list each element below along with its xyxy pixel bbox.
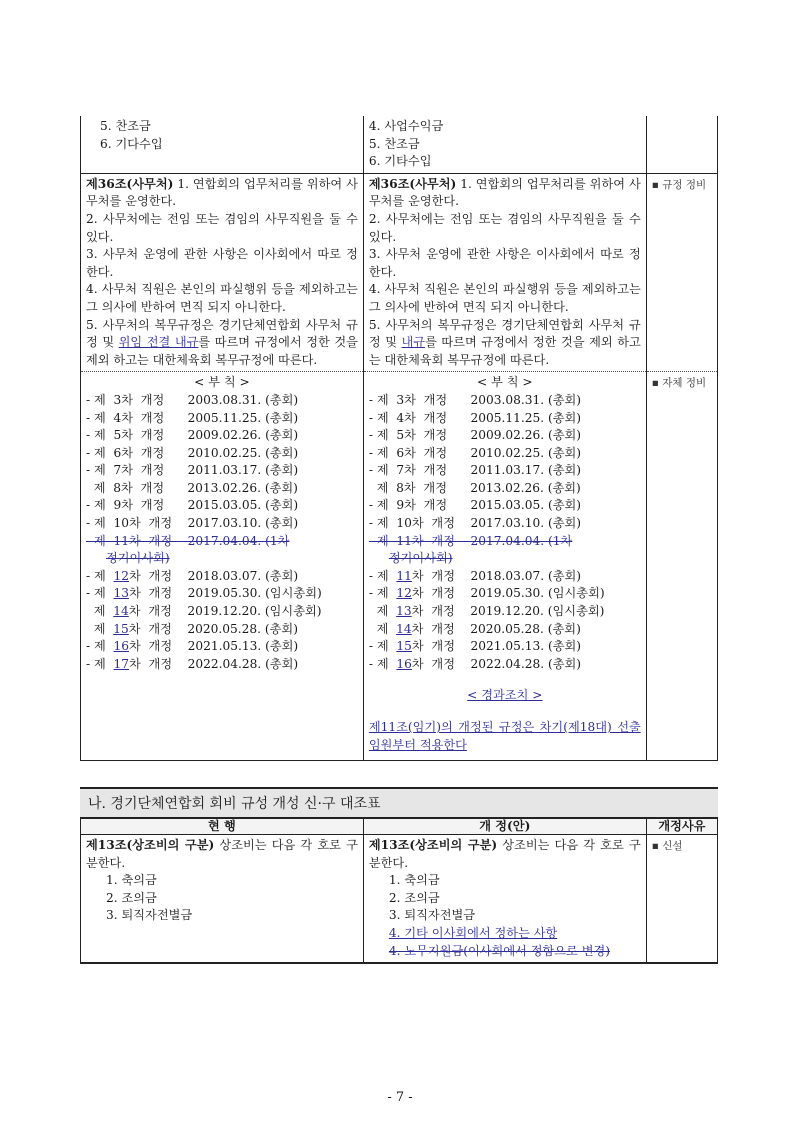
article-item: 5. 사무처의 복무규정은 경기단체연합회 사무처 규정 및 위임 전결 내규를 따르며 규정에서 정한 것을 제외 하고는 대한체육회 복무규정에 따른다. <box>86 317 358 367</box>
history-entry: - 제 6차 개정 2010.02.25. (총회) <box>86 445 299 460</box>
proposed-cell <box>363 116 646 173</box>
revision-number: 16 <box>113 639 130 654</box>
new-item: 4. 기타 이사회에서 정하는 사항 <box>388 925 558 940</box>
supplementary-heading: < 부 칙 > <box>194 375 250 390</box>
revision-number: 12 <box>113 568 130 583</box>
header-reason: 개정사유 <box>646 818 717 835</box>
current-cell <box>81 116 364 173</box>
proposed-line: 4. 사업수익금 <box>368 119 444 133</box>
history-entry: 제 14차 개정 2019.12.20. (임시총회) <box>86 604 322 619</box>
article-item: 2. 조의금 <box>388 890 440 905</box>
proposed-cell <box>363 173 646 372</box>
current-cell <box>81 173 364 372</box>
revision-number: 15 <box>396 639 412 654</box>
history-entry: - 제 12차 개정 2019.05.30. (임시총회) <box>368 586 605 601</box>
history-list <box>86 568 358 674</box>
history-entry: - 제 4차 개정 2005.11.25. (총회) <box>368 410 582 425</box>
table-row <box>81 835 718 964</box>
revision-number: 15 <box>113 621 129 636</box>
proposed-line: 6. 기타수입 <box>368 154 432 169</box>
supplementary-heading: < 부 칙 > <box>477 375 533 390</box>
history-list <box>369 392 641 533</box>
current-cell <box>81 835 364 964</box>
history-entry: - 제 6차 개정 2010.02.25. (총회) <box>368 445 582 460</box>
header-proposed: 개 정(안) <box>363 818 646 835</box>
history-list <box>369 568 641 674</box>
article-13-current: 제13조(상조비의 구분) 상조비는 다음 각 호로 구분한다. <box>86 838 358 870</box>
table-row <box>81 173 718 372</box>
revision-number: 17 <box>113 656 130 671</box>
transition-heading: < 경과조치 > <box>467 688 543 703</box>
history-entry: - 제 12차 개정 2018.03.07. (총회) <box>86 568 299 583</box>
article-item: 3. 사무처 운영에 관한 사항은 이사회에서 따로 정한다. <box>86 247 358 279</box>
article-item: 2. 조의금 <box>106 890 157 905</box>
revision-number: 14 <box>113 604 129 619</box>
history-entry: - 제 7차 개정 2011.03.17. (총회) <box>86 463 299 478</box>
article-36-proposed: 제36조(사무처) 1. 연합회의 업무처리를 위하여 사무처를 운영한다. <box>368 176 641 209</box>
current-line: 5. 찬조금 <box>100 119 151 133</box>
history-entry: - 제 17차 개정 2022.04.28. (총회) <box>86 656 299 671</box>
history-entry-struck: 정기이사회) <box>106 551 170 566</box>
changed-text: 내규 <box>401 335 426 350</box>
comparison-table-articles <box>80 116 718 761</box>
changed-text: 위임 전결 내규 <box>118 335 199 350</box>
table-row <box>81 116 718 173</box>
article-item: 4. 사무처 직원은 본인의 파실행위 등을 제외하고는 그 의사에 반하여 면직 되지 아니한다. <box>86 282 358 314</box>
history-entry: - 제 10차 개정 2017.03.10. (총회) <box>368 516 582 531</box>
revision-number: 11 <box>396 568 412 583</box>
history-entry: - 제 9차 개정 2015.03.05. (총회) <box>86 498 299 513</box>
history-entry: - 제 5차 개정 2009.02.26. (총회) <box>368 428 582 443</box>
history-entry: - 제 11차 개정 2018.03.07. (총회) <box>368 568 582 583</box>
history-entry: - 제 16차 개정 2022.04.28. (총회) <box>368 656 582 671</box>
revision-reason: ▪ 규정 정비 <box>651 178 707 191</box>
deleted-item: 4. 노무지원금(이사회에서 정함으로 변경) <box>388 943 611 958</box>
revision-reason: ▪ 자체 정비 <box>651 377 707 390</box>
revision-number: 14 <box>396 621 412 636</box>
history-entry: 제 15차 개정 2020.05.28. (총회) <box>86 621 298 636</box>
reason-cell <box>646 372 717 761</box>
history-entry: - 제 7차 개정 2011.03.17. (총회) <box>368 463 582 478</box>
comparison-table-fees <box>80 817 718 964</box>
article-item: 4. 사무처 직원은 본인의 파실행위 등을 제외하고는 그 의사에 반하여 면직 되지 아니한다. <box>368 282 641 314</box>
article-item: 1. 축의금 <box>106 873 157 888</box>
current-line: 6. 기다수입 <box>100 136 163 151</box>
article-item: 3. 퇴직자전별금 <box>106 908 193 923</box>
history-entry: - 제 5차 개정 2009.02.26. (총회) <box>86 428 299 443</box>
history-entry-struck: 정기이사회) <box>388 551 453 566</box>
reason-cell <box>646 835 717 964</box>
history-entry: 제 14차 개정 2020.05.28. (총회) <box>368 621 581 636</box>
article-36-current: 제36조(사무처) 1. 연합회의 업무처리를 위하여 사무처를 운영한다. <box>86 176 358 209</box>
proposed-line: 5. 찬조금 <box>368 136 420 151</box>
article-item: 3. 퇴직자전별금 <box>388 908 476 923</box>
history-entry: - 제 9차 개정 2015.03.05. (총회) <box>368 498 582 513</box>
article-item: 5. 사무처의 복무규정은 경기단체연합회 사무처 규정 및 내규를 따르며 규정에서 정한 것을 제외 하고는 대한체육회 복무규정에 따른다. <box>368 317 641 367</box>
history-entry: - 제 3차 개정 2003.08.31. (총회) <box>86 392 299 407</box>
revision-number: 12 <box>396 586 412 601</box>
reason-cell <box>646 173 717 372</box>
history-entry-struck: - 제 11차 개정 2017.04.04. (1차 <box>86 533 290 548</box>
header-current: 현 행 <box>81 818 364 835</box>
history-entry: - 제 13차 개정 2019.05.30. (임시총회) <box>86 586 322 601</box>
article-item: 1. 축의금 <box>388 873 440 888</box>
section-title: 나. 경기단체연합회 회비 규성 개성 신·구 대조표 <box>80 787 718 817</box>
current-cell <box>81 372 364 761</box>
article-13-proposed: 제13조(상조비의 구분) 상조비는 다음 각 호로 구분한다. <box>368 838 641 870</box>
history-entry-struck: - 제 11차 개정 2017.04.04. (1차 <box>368 533 573 548</box>
article-item: 2. 사무처에는 전임 또는 겸임의 사무직원을 둘 수 있다. <box>368 211 641 244</box>
revision-number: 16 <box>396 656 412 671</box>
table-header-row <box>81 818 718 835</box>
revision-number: 13 <box>113 586 130 601</box>
history-entry: - 제 15차 개정 2021.05.13. (총회) <box>368 639 582 654</box>
table-row <box>81 372 718 761</box>
history-entry: - 제 10차 개정 2017.03.10. (총회) <box>86 516 299 531</box>
article-item: 2. 사무처에는 전임 또는 겸임의 사무직원을 둘 수 있다. <box>86 211 358 244</box>
article-item: 3. 사무처 운영에 관한 사항은 이사회에서 따로 정한다. <box>368 247 641 279</box>
history-entry: - 제 3차 개정 2003.08.31. (총회) <box>368 392 582 407</box>
transition-text: 제11조(임기)의 개정된 규정은 차기(제18대) 선출임원부터 적용한다 <box>368 720 641 752</box>
history-entry: 제 13차 개정 2019.12.20. (임시총회) <box>368 604 605 619</box>
history-entry: 제 8차 개정 2013.02.26. (총회) <box>368 480 581 495</box>
history-entry: - 제 4차 개정 2005.11.25. (총회) <box>86 410 299 425</box>
revision-reason: ▪ 신설 <box>651 840 683 852</box>
page-number: - 7 - <box>387 1090 413 1105</box>
history-list <box>86 392 358 533</box>
history-entry: - 제 16차 개정 2021.05.13. (총회) <box>86 639 299 654</box>
proposed-cell <box>363 372 646 761</box>
proposed-cell <box>363 835 646 964</box>
reason-cell <box>646 116 717 173</box>
history-entry: 제 8차 개정 2013.02.26. (총회) <box>86 480 298 495</box>
revision-number: 13 <box>396 604 412 619</box>
